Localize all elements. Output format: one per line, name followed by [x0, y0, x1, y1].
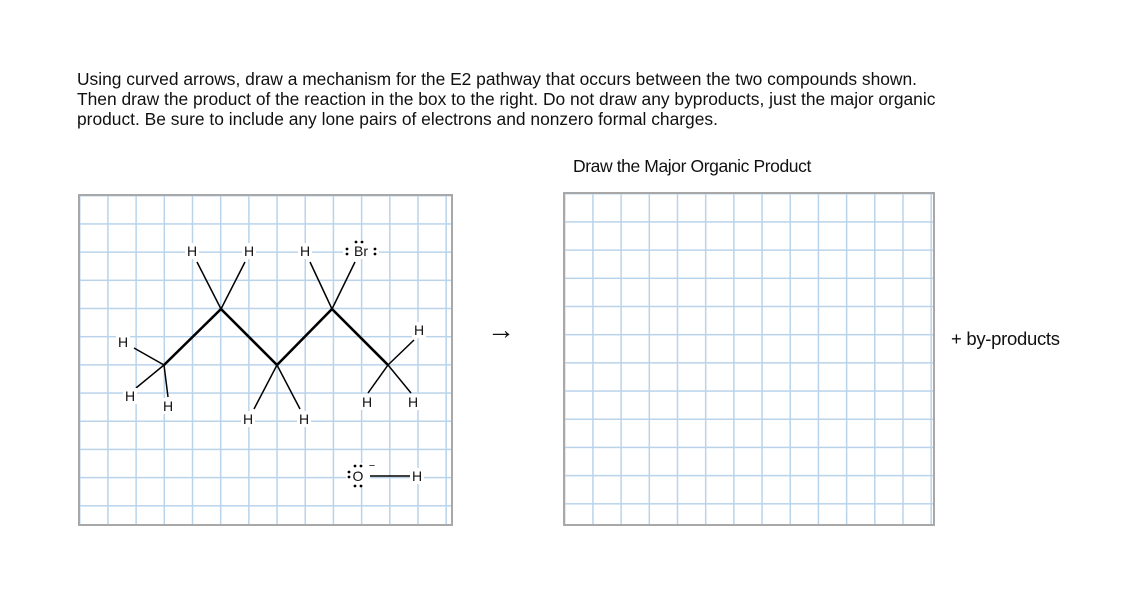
bond-c4-br — [332, 262, 355, 309]
atom-h: H — [186, 243, 198, 259]
atom-h: H — [413, 322, 425, 338]
bond-c2-c3 — [221, 309, 277, 365]
atom-h: H — [407, 394, 419, 410]
atom-h: H — [124, 388, 136, 404]
bond-c1-h-down-left — [136, 365, 164, 388]
atom-h: H — [361, 394, 373, 410]
atom-h: H — [117, 334, 129, 350]
bond-c3-h-right — [277, 365, 300, 409]
bond-c5-h-down-left — [368, 365, 388, 393]
product-drawing-canvas[interactable] — [563, 192, 935, 526]
atom-h: H — [298, 411, 310, 427]
bond-c1-h-down — [164, 365, 168, 397]
bond-c2-h-right — [221, 262, 245, 309]
atom-h: H — [411, 468, 423, 484]
atom-br: Br — [354, 243, 368, 259]
atom-h: H — [243, 243, 255, 259]
bond-c3-h-left — [254, 365, 277, 409]
atom-o: O — [352, 468, 364, 484]
bond-c4-h — [310, 262, 332, 309]
lone-pairs — [346, 241, 377, 488]
instructions-line-1: Using curved arrows, draw a mechanism for the E2 pathway that occurs between the two compounds shown. — [77, 69, 917, 89]
bond-c1-h-left — [134, 348, 164, 365]
atom-h: H — [242, 411, 254, 427]
byproducts-label: + by-products — [951, 328, 1060, 349]
instructions-line-2: Then draw the product of the reaction in the box to the right. Do not draw any byproducts, just the major organic — [77, 89, 936, 109]
atom-h: H — [162, 398, 174, 414]
atom-h: H — [299, 243, 311, 259]
bond-c5-h-down-right — [388, 365, 411, 393]
bond-c4-c5 — [332, 309, 388, 365]
bond-c1-c2 — [164, 309, 221, 365]
bond-c3-c4 — [277, 309, 332, 365]
oxygen-negative-charge: − — [368, 460, 376, 472]
product-box-title: Draw the Major Organic Product — [573, 156, 811, 176]
bond-c2-h-left — [197, 262, 221, 309]
bond-c5-h-up — [388, 340, 414, 365]
instructions-line-3: product. Be sure to include any lone pairs of electrons and nonzero formal charges. — [77, 109, 718, 129]
reaction-arrow: → — [487, 314, 515, 345]
